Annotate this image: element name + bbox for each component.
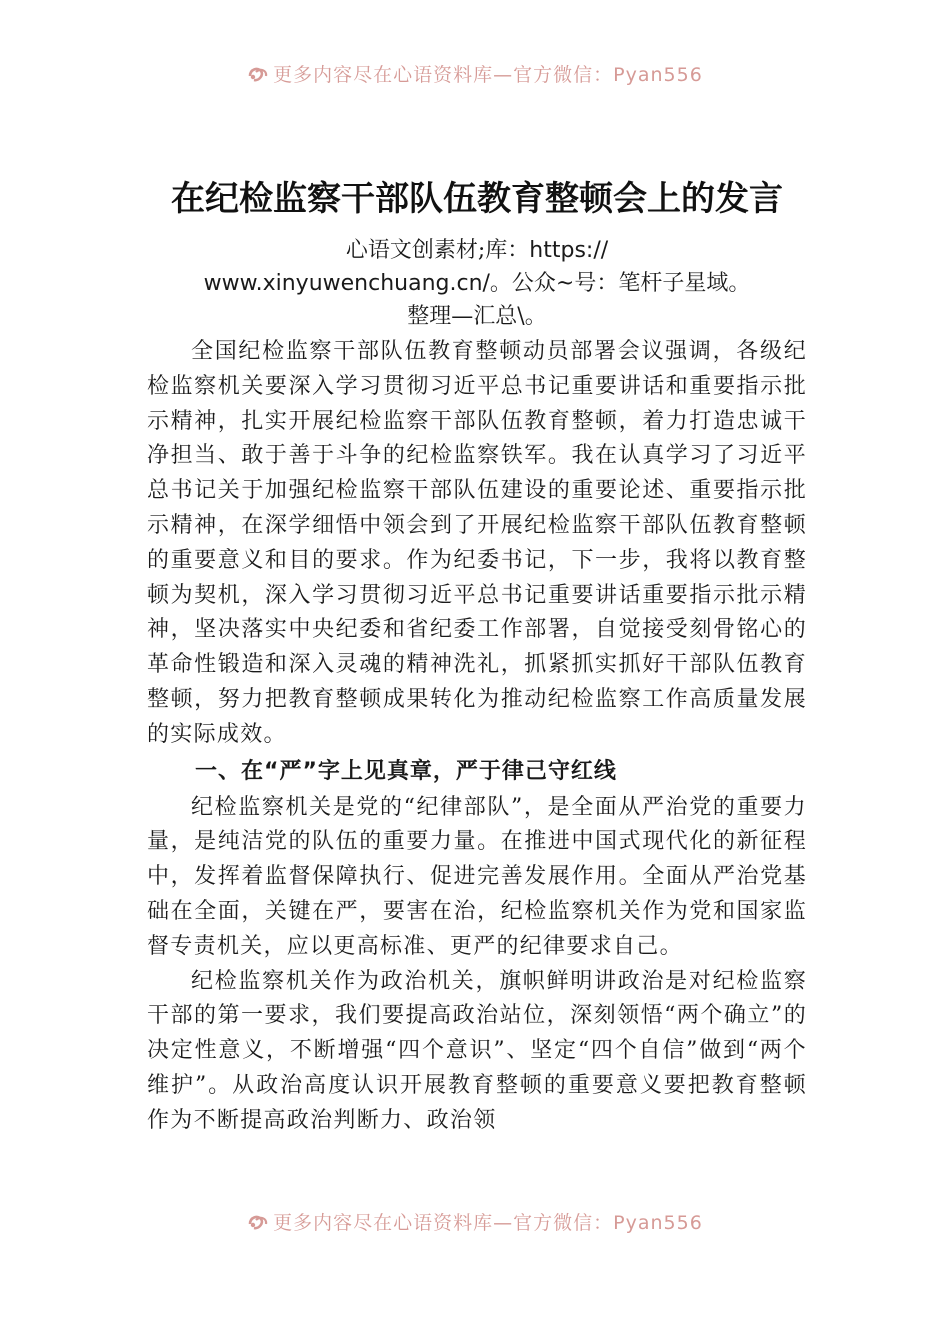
header-watermark	[0, 60, 950, 87]
paragraph-section1-a: 纪检监察机关是党的“纪律部队”，是全面从严治党的重要力量，是纯洁党的队伍的重要力量。在推进中国式现代化的新征程中，发挥着监督保障执行、促进完善发展作用。全面从严治党基础在全面，关键在严，要害在治，纪检监察机关作为党和国家监督专责机关，应以更高标准、更严的纪律要求自己。	[147, 794, 807, 959]
watermark-logo-icon	[247, 1212, 269, 1232]
source-line-1	[117, 234, 837, 267]
source-url-main: www.xinyuwenchuang.cn/	[203, 271, 490, 296]
paragraph-section1-b: 纪检监察机关作为政治机关，旗帜鲜明讲政治是对纪检监察干部的第一要求，我们要提高政治站位，深刻领悟“两个确立”的决定性意义，不断增强“四个意识”、坚定“四个自信”做到“两个维护”。从政治高度认识开展教育整顿的重要意义要把教育整顿作为不断提高政治判断力、政治领	[147, 968, 807, 1133]
watermark-text: 更多内容尽在心语资料库—官方微信：Pyan556	[273, 64, 703, 86]
source-prefix: 心语文创素材;库：	[345, 238, 530, 263]
document-body	[147, 172, 807, 1139]
section-heading-1: 一、在“严”字上见真章，严于律己守红线	[195, 758, 617, 784]
document-title: 在纪检监察干部队伍教育整顿会上的发言	[171, 179, 783, 219]
source-wechat: 。公众~号：笔杆子星域。	[489, 271, 751, 296]
footer-watermark	[0, 1208, 950, 1235]
source-note	[117, 234, 837, 333]
source-line-2	[117, 267, 837, 300]
source-url-start: https://	[529, 238, 609, 263]
source-line-3: 整理—汇总\。	[407, 304, 547, 329]
watermark-text: 更多内容尽在心语资料库—官方微信：Pyan556	[273, 1212, 703, 1234]
paragraph-intro: 全国纪检监察干部队伍教育整顿动员部署会议强调，各级纪检监察机关要深入学习贯彻习近平总书记重要讲话和重要指示批示精神，扎实开展纪检监察干部队伍教育整顿，着力打造忠诚干净担当、敢于善于斗争的纪检监察铁军。我在认真学习了习近平总书记关于加强纪检监察干部队伍建设的重要论述、重要指示批示精神，在深学细悟中领会到了开展纪检监察干部队伍教育整顿的重要意义和目的要求。作为纪委书记，下一步，我将以教育整顿为契机，深入学习贯彻习近平总书记重要讲话重要指示批示精神，坚决落实中央纪委和省纪委工作部署，自觉接受刻骨铭心的革命性锻造和深入灵魂的精神洗礼，抓紧抓实抓好干部队伍教育整顿，努力把教育整顿成果转化为推动纪检监察工作高质量发展的实际成效。	[147, 339, 807, 747]
watermark-logo-icon	[247, 64, 269, 84]
